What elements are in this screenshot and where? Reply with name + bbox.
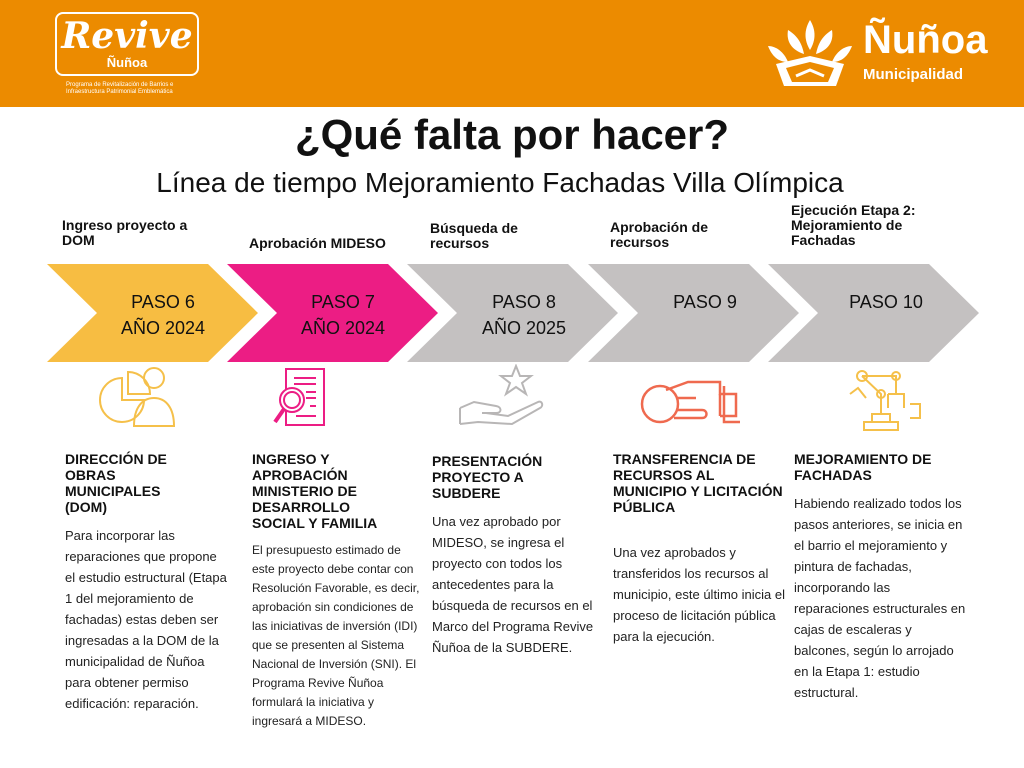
revive-logo-sub: Ñuñoa: [106, 55, 148, 70]
step-6-label: [103, 289, 223, 341]
step-9-top-title: Aprobación de recursos: [610, 219, 709, 250]
step-9-label: [645, 289, 765, 315]
document-magnifier-icon: [272, 366, 334, 432]
nunoa-logo-name: Ñuñoa: [863, 18, 988, 62]
step-8-body: Una vez aprobado por MIDESO, se ingresa el proyecto con todos los antecedentes para la búsqueda de recursos en el Marco del Programa Revive Ñuñoa de la SUBDERE.: [432, 514, 594, 655]
step-8-top-title: Búsqueda de recursos: [430, 220, 518, 251]
step-8-anio: AÑO 2025: [481, 318, 567, 338]
nunoa-logo-sub: Municipalidad: [863, 66, 964, 83]
step-6-top-title: Ingreso proyecto a DOM: [62, 217, 188, 248]
step-7-paso: PASO 7: [311, 292, 375, 312]
hand-coin-icon: [638, 376, 742, 430]
step-10-body: Habiendo realizado todos los pasos anteriores, se inicia en el barrio el mejoramiento y pintura de fachadas, incorporando las reparaciones estructurales en cajas de escaleras y balcones, según lo arrojado en la Etapa 1: estudio estructural.: [794, 496, 966, 700]
page-title: ¿Qué falta por hacer?: [294, 111, 730, 158]
robot-arm-icon: [840, 364, 928, 432]
page-subtitle: Línea de tiempo Mejoramiento Fachadas Villa Olímpica: [156, 167, 844, 198]
step-8-label: [464, 289, 584, 341]
step-6-body: Para incorporar las reparaciones que propone el estudio estructural (Etapa 1 del mejoramiento de fachadas) estas deben ser ingresadas a la DOM de la municipalidad de Ñuñoa para obtener permiso edificación: reparación.: [65, 528, 227, 711]
step-10-paso: PASO 10: [849, 292, 923, 312]
step-9-paso: PASO 9: [673, 292, 737, 312]
step-8-heading: PRESENTACIÓN PROYECTO A SUBDERE: [432, 453, 543, 501]
step-8-paso: PASO 8: [492, 292, 556, 312]
revive-logo-caption: Programa de Revitalización de Barrios e Infraestructura Patrimonial Emblemática: [66, 82, 174, 95]
step-9-heading: TRANSFERENCIA DE RECURSOS AL MUNICIPIO Y LICITACIÓN PÚBLICA: [613, 451, 783, 515]
step-7-heading: INGRESO Y APROBACIÓN MINISTERIO DE DESARROLLO SOCIAL Y FAMILIA: [252, 451, 378, 531]
step-7-body: El presupuesto estimado de este proyecto debe contar con Resolución Favorable, es decir, aprobación sin condiciones de las iniciativas de inversión (IDI) que se presenten al Sistema Nacional de Inversión (SNI). El Programa Revive Ñuñoa formulará la iniciativa y ingresará a MIDESO.: [252, 543, 420, 728]
step-7-anio: AÑO 2024: [300, 318, 386, 338]
step-10-label: [826, 289, 946, 315]
step-6-paso: PASO 6: [131, 292, 195, 312]
step-10-heading: MEJORAMIENTO DE FACHADAS: [794, 451, 932, 483]
step-7-top-title: Aprobación MIDESO: [249, 235, 386, 251]
step-7-label: [283, 289, 403, 341]
step-9-body: Una vez aprobados y transferidos los recursos al municipio, este último inicia el proceso de licitación pública para la ejecución.: [613, 545, 785, 644]
step-10-top-title: Ejecución Etapa 2: Mejoramiento de Fachadas: [791, 202, 916, 248]
revive-logo-word: Revive: [61, 15, 193, 57]
step-6-anio: AÑO 2024: [120, 318, 206, 338]
people-pie-icon: [86, 364, 178, 428]
step-6-heading: DIRECCIÓN DE OBRAS MUNICIPALES (DOM): [65, 451, 167, 515]
hand-star-icon: [456, 364, 546, 426]
